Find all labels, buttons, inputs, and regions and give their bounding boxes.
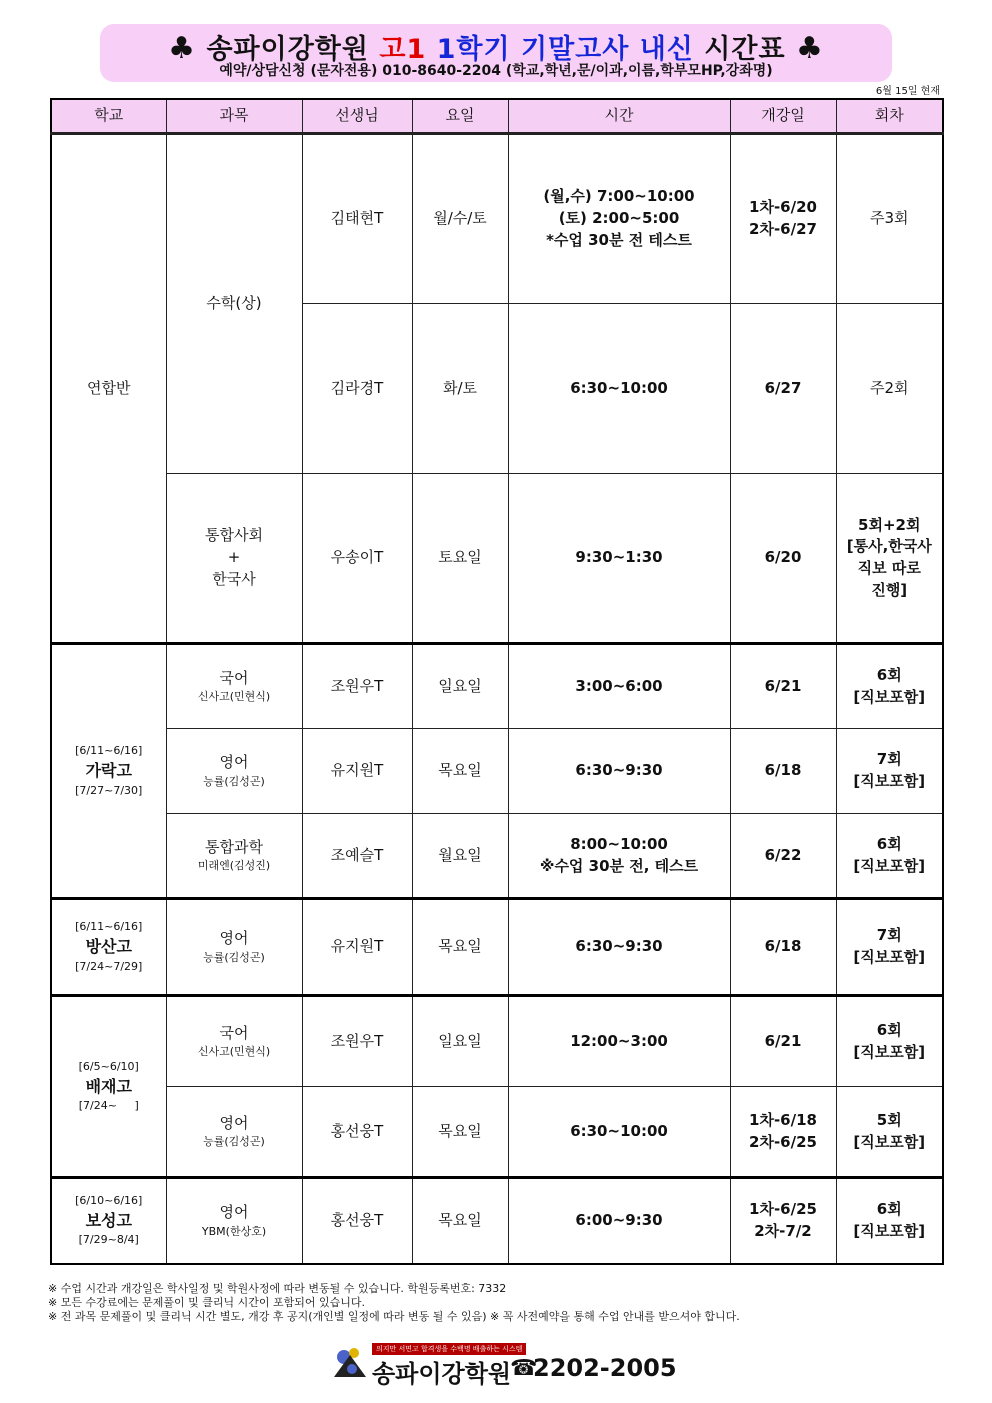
- table-row: [51, 729, 943, 814]
- notes: [48, 1282, 740, 1324]
- day-cell: 목요일: [412, 729, 508, 814]
- time-cell: 6:30~10:00: [508, 1087, 730, 1178]
- start-date-cell: 6/18: [730, 729, 836, 814]
- time-cell: 12:00~3:00: [508, 996, 730, 1087]
- start-date-cell: 1차-6/18 2차-6/25: [730, 1087, 836, 1178]
- subject-cell: 영어 능률(김성곤): [166, 899, 302, 996]
- time-cell: 6:30~9:30: [508, 899, 730, 996]
- start-date-cell: 6/18: [730, 899, 836, 996]
- time-cell: 6:00~9:30: [508, 1178, 730, 1264]
- exam-label: 1학기 기말고사 내신: [436, 34, 694, 65]
- subject-cell: 국어 신사고(민현식): [166, 644, 302, 729]
- club-icon: ♣: [168, 31, 197, 66]
- subject-cell: 통합과학 미래엔(김성진): [166, 814, 302, 899]
- teacher-cell: 조원우T: [302, 644, 412, 729]
- textbook-label: 능률(김성곤): [203, 950, 265, 964]
- as-of-date: 6월 15일 현재: [875, 86, 940, 97]
- school-name: 배재고: [85, 1076, 132, 1096]
- subject-cell: [166, 134, 302, 474]
- title-suffix: 시간표: [704, 34, 786, 65]
- subject-cell: 영어 능률(김성곤): [166, 1087, 302, 1178]
- sessions-cell: 6회 [직보포함]: [836, 814, 943, 899]
- teacher-cell: 홍선웅T: [302, 1178, 412, 1264]
- day-cell: 일요일: [412, 644, 508, 729]
- column-header: 시간: [508, 99, 730, 134]
- start-date-cell: 6/21: [730, 644, 836, 729]
- note-line: ※ 수업 시간과 개강일은 학사일정 및 학원사정에 따라 변동될 수 있습니다. 학원등록번호: 7332: [48, 1282, 507, 1295]
- school-name: 방산고: [85, 937, 132, 957]
- sessions-cell: 주3회: [836, 134, 943, 304]
- column-header: 학교: [51, 99, 166, 134]
- teacher-cell: 홍선웅T: [302, 1087, 412, 1178]
- table-row: [51, 1087, 943, 1178]
- textbook-label: 신사고(민현식): [197, 690, 271, 704]
- subject-cell: 국어 신사고(민현식): [166, 996, 302, 1087]
- note-line: ※ 모든 수강료에는 문제풀이 및 클리닉 시간이 포함되어 있습니다.: [48, 1296, 365, 1309]
- teacher-cell: 유지원T: [302, 729, 412, 814]
- textbook-label: 신사고(민현식): [197, 1045, 271, 1059]
- column-header: 요일: [412, 99, 508, 134]
- footer-academy-name: 송파이강학원: [372, 1360, 512, 1388]
- day-cell: 화/토: [412, 304, 508, 474]
- day-cell: 목요일: [412, 1178, 508, 1264]
- time-cell: (월,수) 7:00~10:00 (토) 2:00~5:00 *수업 30분 전 테스트: [508, 134, 730, 304]
- start-date-cell: 1차-6/20 2차-6/27: [730, 134, 836, 304]
- day-cell: 월요일: [412, 814, 508, 899]
- sessions-cell: 6회 [직보포함]: [836, 996, 943, 1087]
- time-cell: 3:00~6:00: [508, 644, 730, 729]
- phone-icon: ☎: [510, 1356, 538, 1381]
- column-header: 과목: [166, 99, 302, 134]
- start-date-cell: 6/20: [730, 474, 836, 644]
- table-row: [51, 644, 943, 729]
- teacher-cell: 조예슬T: [302, 814, 412, 899]
- day-cell: 토요일: [412, 474, 508, 644]
- column-header: 선생님: [302, 99, 412, 134]
- school-name: 가락고: [85, 761, 132, 781]
- table-row: [51, 899, 943, 996]
- school-cell: [6/11~6/16] 가락고 [7/27~7/30]: [51, 644, 166, 899]
- column-header: 회차: [836, 99, 943, 134]
- day-cell: 월/수/토: [412, 134, 508, 304]
- teacher-cell: 유지원T: [302, 899, 412, 996]
- textbook-label: 능률(김성곤): [203, 774, 265, 788]
- table-row: [51, 996, 943, 1087]
- day-cell: 목요일: [412, 1087, 508, 1178]
- sessions-cell: 주2회: [836, 304, 943, 474]
- subject-cell: 영어 YBM(한상호): [166, 1178, 302, 1264]
- footer-tagline: 의지만 서면고 합격생을 수백명 배출하는 시스템: [372, 1343, 526, 1355]
- school-name: 연합반: [87, 378, 131, 397]
- table-header-row: [51, 99, 943, 134]
- sessions-cell: 5회+2회 [통사,한국사 직보 따로 진행]: [836, 474, 943, 644]
- note-line: ※ 전 과목 문제풀이 및 클리닉 시간 별도, 개강 후 공지(개인별 일정에 따라 변동 될 수 있음) ※ 꼭 사전예약을 통해 수업 안내를 받으셔야 합니다.: [48, 1310, 740, 1323]
- time-cell: 8:00~10:00 ※수업 30분 전, 테스트: [508, 814, 730, 899]
- teacher-cell: 조원우T: [302, 996, 412, 1087]
- school-cell: [6/10~6/16] 보성고 [7/29~8/4]: [51, 1178, 166, 1264]
- teacher-cell: 김태현T: [302, 134, 412, 304]
- sessions-cell: 7회 [직보포함]: [836, 729, 943, 814]
- sessions-cell: 6회 [직보포함]: [836, 644, 943, 729]
- sessions-cell: 5회 [직보포함]: [836, 1087, 943, 1178]
- sessions-cell: 6회 [직보포함]: [836, 1178, 943, 1264]
- start-date-cell: 6/22: [730, 814, 836, 899]
- sessions-cell: 7회 [직보포함]: [836, 899, 943, 996]
- schedule-table: [50, 98, 944, 1265]
- table-row: [51, 1178, 943, 1264]
- footer-phone: 2202-2005: [533, 1354, 677, 1382]
- column-header: 개강일: [730, 99, 836, 134]
- textbook-label: 미래엔(김성진): [197, 859, 271, 873]
- academy-name: 송파이강학원: [206, 34, 369, 65]
- time-cell: 6:30~9:30: [508, 729, 730, 814]
- club-icon: ♣: [795, 31, 824, 66]
- start-date-cell: 6/21: [730, 996, 836, 1087]
- start-date-cell: 1차-6/25 2차-7/2: [730, 1178, 836, 1264]
- table-row: [51, 474, 943, 644]
- subject-name: 수학(상): [206, 294, 262, 313]
- table-row: [51, 134, 943, 304]
- contact-info: 예약/상담신청 (문자전용) 010-8640-2204 (학교,학년,문/이과,이름,학부모HP,강좌명): [219, 63, 773, 79]
- subject-cell: 통합사회 + 한국사: [166, 474, 302, 644]
- day-cell: 일요일: [412, 996, 508, 1087]
- school-name: 보성고: [85, 1211, 132, 1231]
- grade-label: 고1: [379, 34, 427, 65]
- school-cell: [6/5~6/10] 배재고 [7/24~ ]: [51, 996, 166, 1178]
- start-date-cell: 6/27: [730, 304, 836, 474]
- academy-logo-icon: [330, 1343, 370, 1383]
- school-cell: [51, 134, 166, 644]
- textbook-label: 능률(김성곤): [203, 1135, 265, 1149]
- time-cell: 9:30~1:30: [508, 474, 730, 644]
- teacher-cell: 우송이T: [302, 474, 412, 644]
- textbook-label: YBM(한상호): [201, 1224, 267, 1238]
- time-cell: 6:30~10:00: [508, 304, 730, 474]
- day-cell: 목요일: [412, 899, 508, 996]
- table-row: [51, 814, 943, 899]
- title-banner: [100, 24, 892, 82]
- teacher-cell: 김라경T: [302, 304, 412, 474]
- school-cell: [6/11~6/16] 방산고 [7/24~7/29]: [51, 899, 166, 996]
- subject-cell: 영어 능률(김성곤): [166, 729, 302, 814]
